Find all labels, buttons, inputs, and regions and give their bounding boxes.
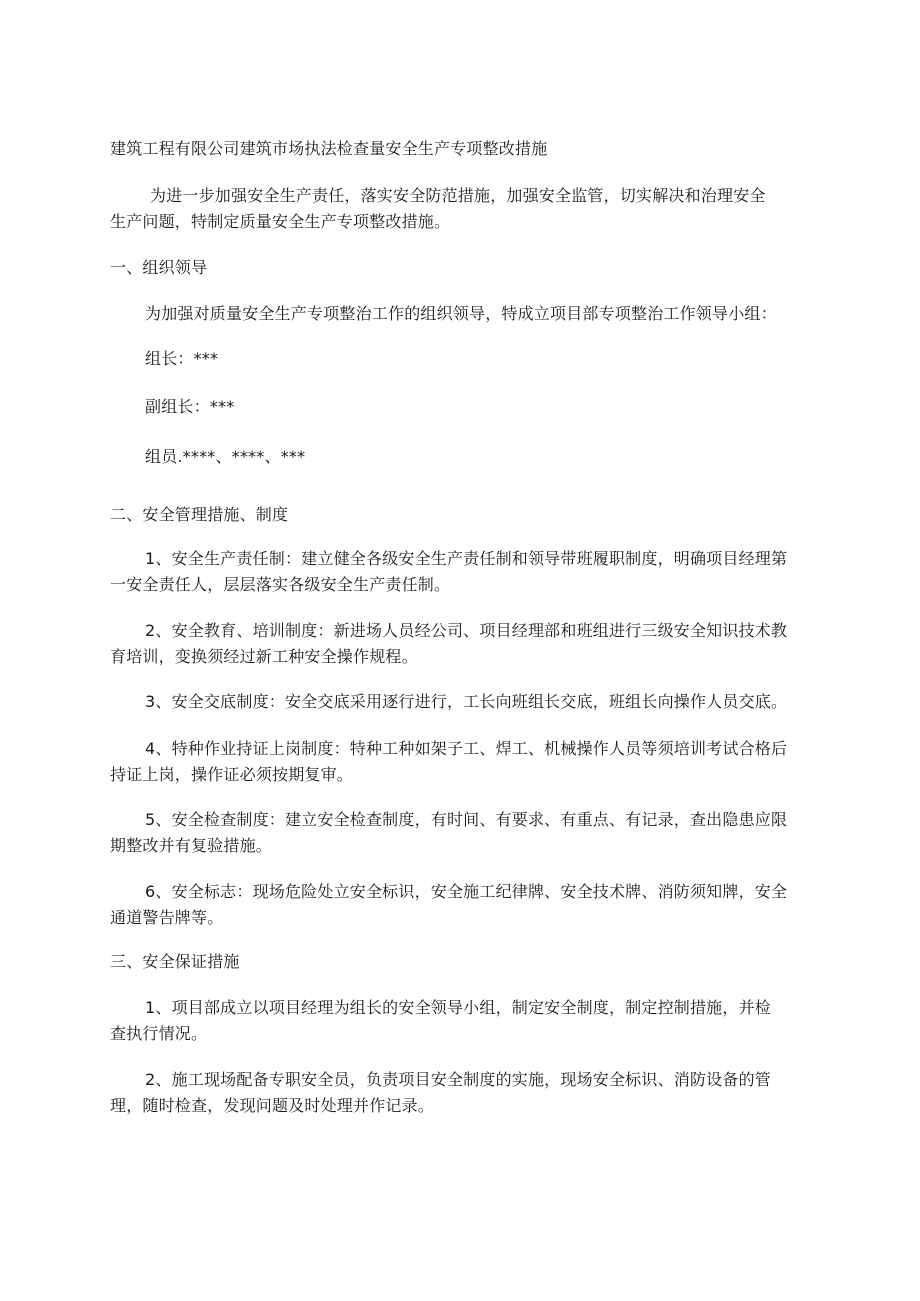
section-1-paragraph: 为加强对质量安全生产专项整治工作的组织领导，特成立项目部专项整治工作领导小组： <box>145 304 777 323</box>
section-3-heading: 三、安全保证措施 <box>110 952 240 971</box>
section-2-item-6-line-1: 6、安全标志：现场危险处立安全标识，安全施工纪律牌、安全技术牌、消防须知牌，安全 <box>145 882 788 901</box>
document-title: 建筑工程有限公司建筑市场执法检查量安全生产专项整改措施 <box>110 139 548 158</box>
section-3-item-2-line-2: 理，随时检查，发现问题及时处理并作记录。 <box>110 1096 435 1115</box>
section-2-item-5-line-1: 5、安全检查制度：建立安全检查制度，有时间、有要求、有重点、有记录，查出隐患应限 <box>145 810 788 829</box>
intro-line-1: 为进一步加强安全生产责任，落实安全防范措施，加强安全监管，切实解决和治理安全 <box>150 186 766 205</box>
section-2-item-3-line-1: 3、安全交底制度：安全交底采用逐行进行，工长向班组长交底，班组长向操作人员交底。 <box>145 692 788 711</box>
section-2-item-6-line-2: 通道警告牌等。 <box>110 908 224 927</box>
section-3-item-1-line-2: 查执行情况。 <box>110 1024 208 1043</box>
section-2-item-2-line-2: 育培训，变换须经过新工种安全操作规程。 <box>110 647 418 666</box>
section-2-item-4-line-1: 4、特种作业持证上岗制度：特种工种如架子工、焊工、机械操作人员等须培训考试合格后 <box>145 739 788 758</box>
section-1-heading: 一、组织领导 <box>110 258 208 277</box>
section-3-item-2-line-1: 2、施工现场配备专职安全员，负责项目安全制度的实施，现场安全标识、消防设备的管 <box>145 1070 771 1089</box>
members-line: 组员.****、****、*** <box>145 447 306 466</box>
intro-line-2: 生产问题，特制定质量安全生产专项整改措施。 <box>110 212 451 231</box>
section-2-item-4-line-2: 持证上岗，操作证必须按期复审。 <box>110 765 354 784</box>
section-3-item-1-line-1: 1、项目部成立以项目经理为组长的安全领导小组，制定安全制度，制定控制措施，并检 <box>145 998 771 1017</box>
section-2-item-5-line-2: 期整改并有复验措施。 <box>110 836 273 855</box>
section-2-item-2-line-1: 2、安全教育、培训制度：新进场人员经公司、项目经理部和班组进行三级安全知识技术教 <box>145 621 788 640</box>
leader-line: 组长：*** <box>145 349 219 368</box>
section-2-heading: 二、安全管理措施、制度 <box>110 505 289 524</box>
section-2-item-1-line-1: 1、安全生产责任制：建立健全各级安全生产责任制和领导带班履职制度，明确项目经理第 <box>145 549 788 568</box>
section-2-item-1-line-2: 一安全责任人，层层落实各级安全生产责任制。 <box>110 575 451 594</box>
deputy-leader-line: 副组长：*** <box>145 397 235 416</box>
